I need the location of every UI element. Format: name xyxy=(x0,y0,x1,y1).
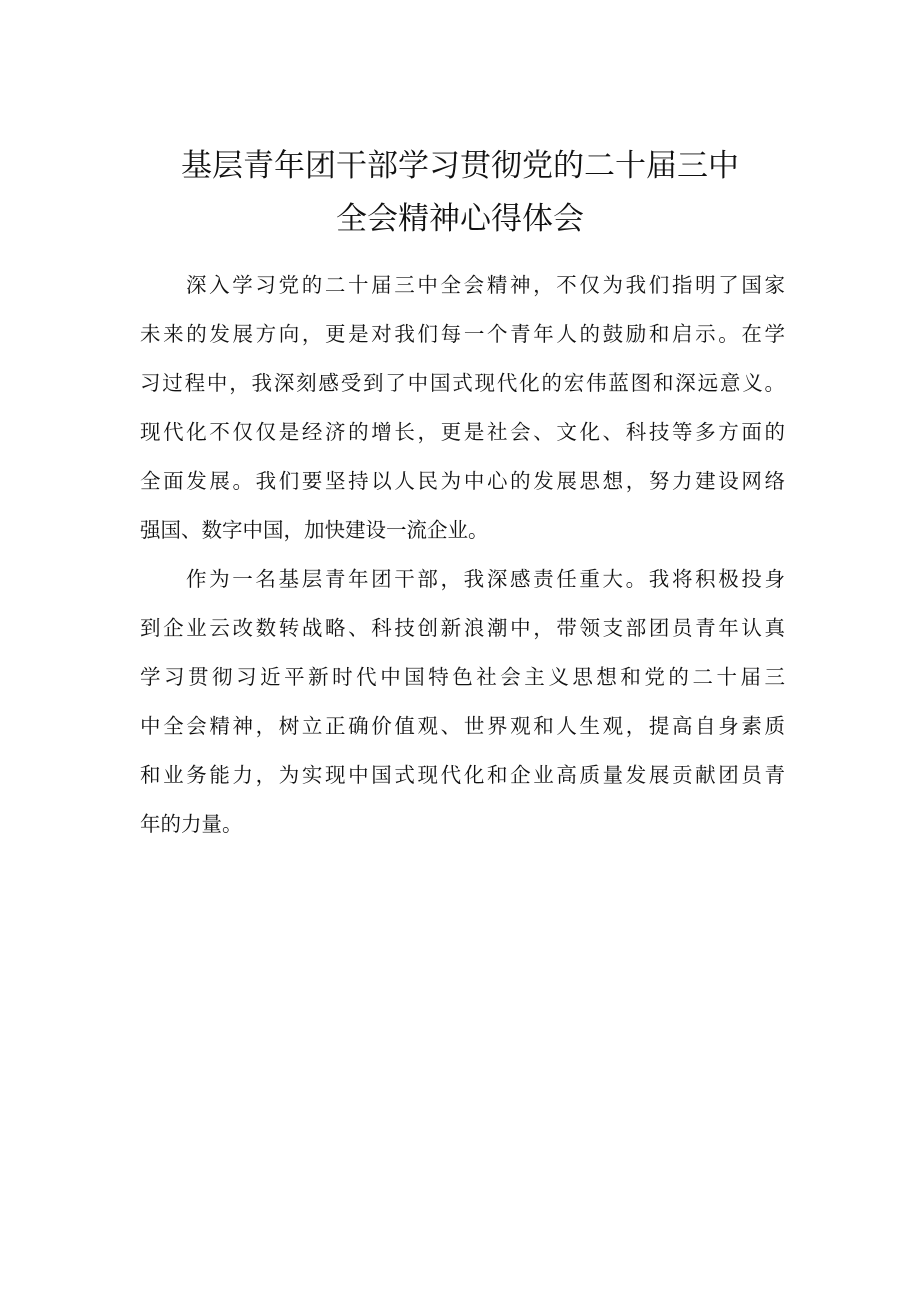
paragraph-line: 中全会精神，树立正确价值观、世界观和人生观，提高自身素质 xyxy=(140,714,785,738)
document-title-line-1: 基层青年团干部学习贯彻党的二十届三中 xyxy=(181,148,739,184)
paragraph-line: 未来的发展方向，更是对我们每一个青年人的鼓励和启示。在学 xyxy=(140,322,785,346)
paragraph-line: 作为一名基层青年团干部，我深感责任重大。我将积极投身 xyxy=(186,567,785,591)
document-title-line-2: 全会精神心得体会 xyxy=(336,201,584,237)
paragraph-line: 到企业云改数转战略、科技创新浪潮中，带领支部团员青年认真 xyxy=(140,616,785,640)
paragraph-line: 和业务能力，为实现中国式现代化和企业高质量发展贡献团员青 xyxy=(140,763,785,787)
paragraph-line: 学习贯彻习近平新时代中国特色社会主义思想和党的二十届三 xyxy=(140,665,785,689)
paragraph-line: 全面发展。我们要坚持以人民为中心的发展思想，努力建设网络 xyxy=(140,469,785,493)
paragraph-line: 现代化不仅仅是经济的增长，更是社会、文化、科技等多方面的 xyxy=(140,420,785,444)
paragraph-line: 强国、数字中国，加快建设一流企业。 xyxy=(140,518,489,542)
paragraph-line: 深入学习党的二十届三中全会精神，不仅为我们指明了国家 xyxy=(186,273,785,297)
paragraph-line: 习过程中，我深刻感受到了中国式现代化的宏伟蓝图和深远意义。 xyxy=(140,371,785,395)
paragraph-line: 年的力量。 xyxy=(140,812,243,836)
